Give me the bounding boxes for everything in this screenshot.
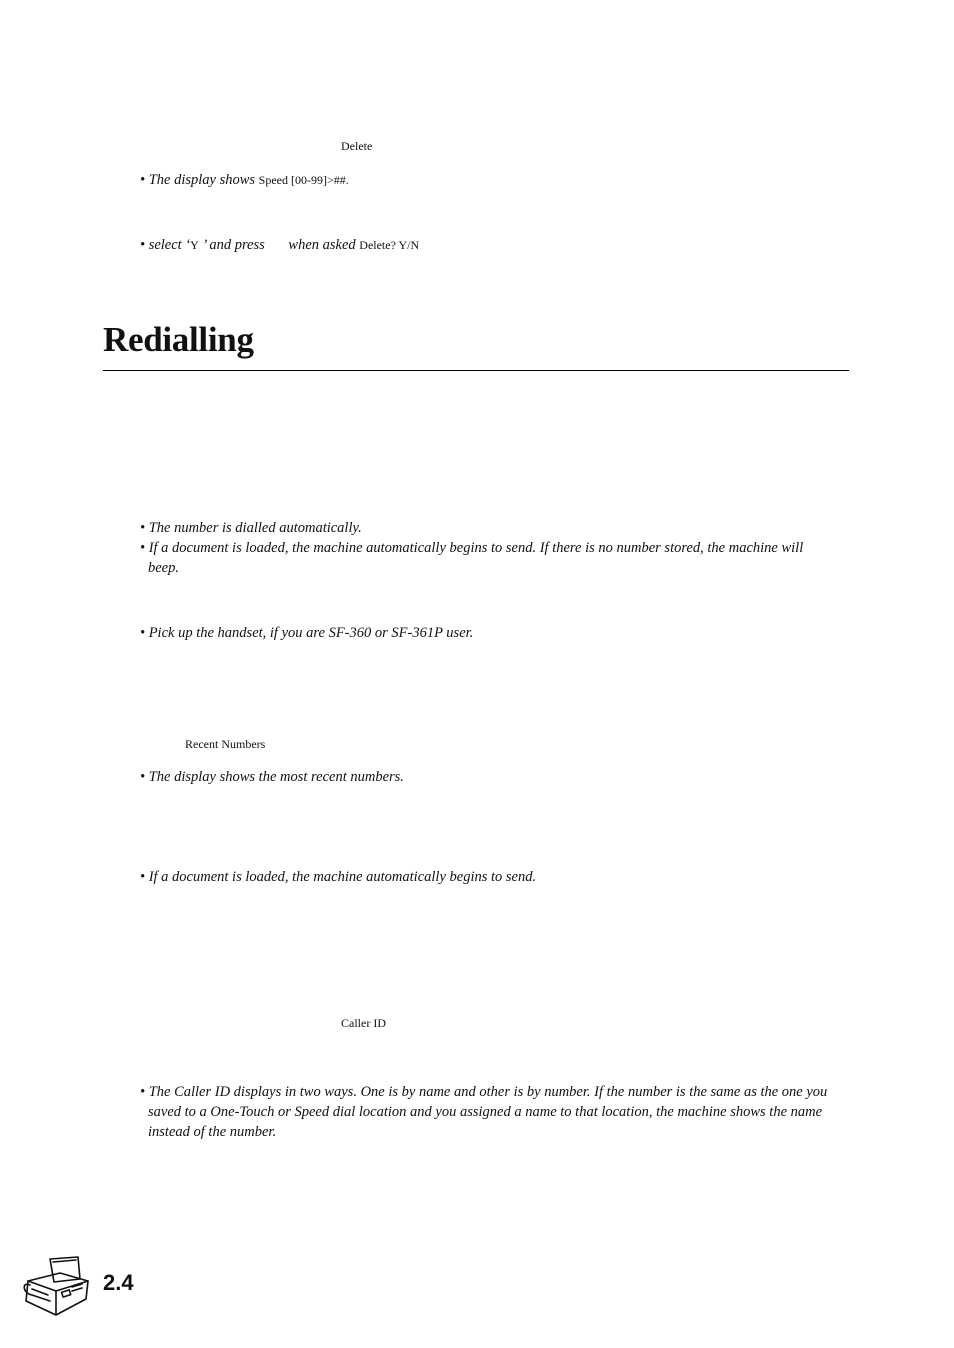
recent-numbers-label: Recent Numbers xyxy=(185,737,266,751)
lcd-text: Speed [00-99]>##. xyxy=(258,173,349,187)
page-number: 2.4 xyxy=(103,1270,134,1295)
lcd-text: Y xyxy=(190,238,199,252)
bullet-text: • select ‘ xyxy=(140,237,191,253)
heading-rule xyxy=(103,370,849,371)
bullet-text: when asked xyxy=(288,237,360,253)
caller-id-label: Caller ID xyxy=(341,1016,386,1030)
delete-bullet-confirm xyxy=(140,235,419,255)
bullet-text: • The display shows xyxy=(140,172,259,188)
redial-bullet-2: • If a document is loaded, the machine automatically begins to send. If there is no number stored, the machine will xyxy=(140,540,804,556)
recent-bullet-2: • If a document is loaded, the machine automatically begins to send. xyxy=(140,869,537,885)
recent-bullet-1: • The display shows the most recent numbers. xyxy=(140,769,404,785)
caller-bullet-line3: instead of the number. xyxy=(148,1124,277,1140)
redial-bullet-3: • Pick up the handset, if you are SF-360 or SF-361P user. xyxy=(140,625,474,641)
section-heading: Redialling xyxy=(103,320,254,359)
redial-bullet-2-cont: beep. xyxy=(148,560,179,576)
delete-label: Delete xyxy=(341,139,373,153)
caller-bullet-line2: saved to a One-Touch or Speed dial location and you assigned a name to that location, the machine shows the name xyxy=(148,1104,823,1120)
caller-bullet-line1: • The Caller ID displays in two ways. One is by name and other is by number. If the number is the same as the one you xyxy=(140,1084,828,1100)
bullet-text: ’ and press xyxy=(198,237,269,253)
fax-machine-icon xyxy=(20,1255,92,1321)
redial-bullet-1: • The number is dialled automatically. xyxy=(140,520,362,536)
lcd-text: Delete? Y/N xyxy=(359,238,420,252)
delete-bullet-display xyxy=(140,170,349,190)
